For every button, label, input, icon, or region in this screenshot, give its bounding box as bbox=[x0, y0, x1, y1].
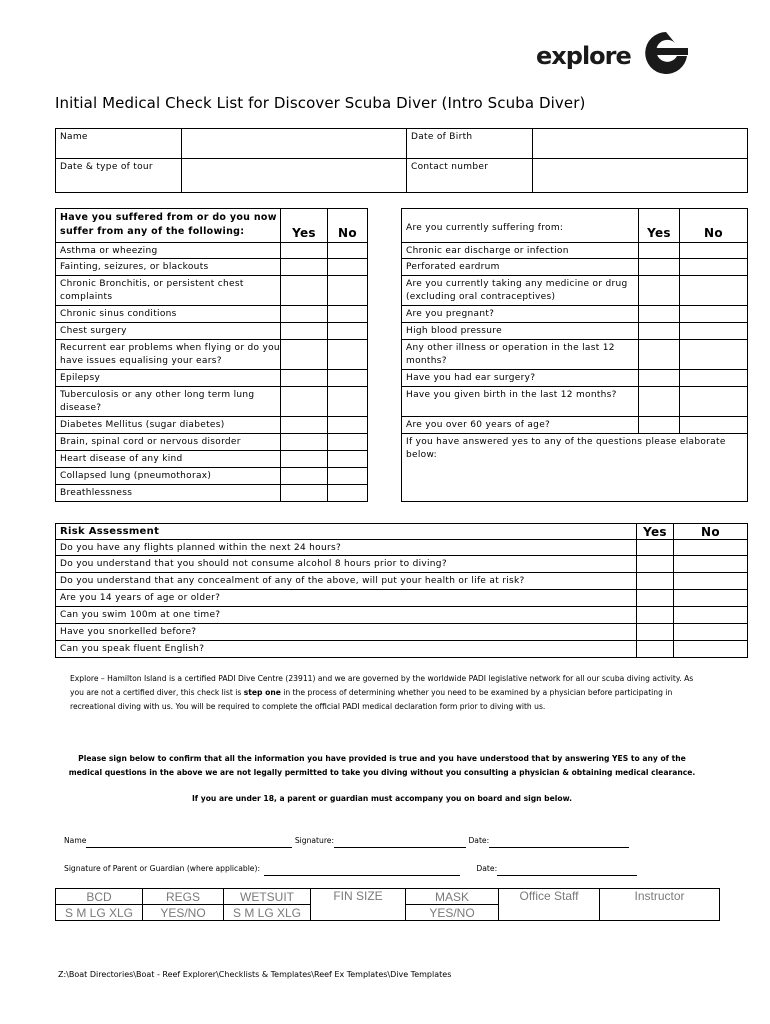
elaborate-field[interactable]: If you have answered yes to any of the questions please elaborate below: bbox=[402, 434, 748, 502]
instructor-label: Instructor bbox=[600, 889, 720, 921]
risk-assessment-table bbox=[55, 523, 748, 658]
question-text: Any other illness or operation in the last 12 months? bbox=[402, 340, 639, 370]
table-row bbox=[56, 573, 748, 590]
yes-checkbox[interactable] bbox=[639, 340, 680, 370]
no-checkbox[interactable] bbox=[674, 590, 748, 607]
medical-history-header: Have you suffered from or do you now suffer from any of the following: bbox=[56, 209, 281, 243]
wetsuit-sizes[interactable]: S M LG XLG bbox=[224, 905, 311, 921]
question-text: Diabetes Mellitus (sugar diabetes) bbox=[56, 417, 281, 434]
contact-label: Contact number bbox=[407, 159, 533, 193]
signature-row: Name Signature: Date: bbox=[64, 834, 684, 848]
gear-table bbox=[55, 888, 720, 921]
no-checkbox[interactable] bbox=[328, 276, 368, 306]
question-text: Do you have any flights planned within the next 24 hours? bbox=[56, 540, 637, 556]
bcd-sizes[interactable]: S M LG XLG bbox=[56, 905, 143, 921]
table-row bbox=[56, 243, 368, 259]
question-text: Tuberculosis or any other long term lung disease? bbox=[56, 387, 281, 417]
question-text: Chronic sinus conditions bbox=[56, 306, 281, 323]
table-row bbox=[402, 323, 748, 340]
yes-checkbox[interactable] bbox=[637, 624, 674, 641]
page-title: Initial Medical Check List for Discover Scuba Diver (Intro Scuba Diver) bbox=[55, 94, 586, 112]
yes-checkbox[interactable] bbox=[281, 276, 328, 306]
name-line[interactable] bbox=[86, 838, 292, 848]
tour-field[interactable] bbox=[182, 159, 407, 193]
table-row bbox=[56, 540, 748, 556]
mask-option[interactable]: YES/NO bbox=[406, 905, 499, 921]
table-row bbox=[402, 306, 748, 323]
yes-header: Yes bbox=[637, 524, 674, 540]
padi-info-paragraph: Explore – Hamilton Island is a certified PADI Dive Centre (23911) and we are governed by the worldwide PADI legislative network for all our scuba diving activity. As you are not a certified diver, this check list is step one in the process of determining whether you need to be examined by a physician before participating in recreational diving with us. You will be required to complete the official PADI medical declaration form prior to diving with us. bbox=[70, 674, 694, 711]
file-path-footer: Z:\Boat Directories\Boat - Reef Explorer\Checklists & Templates\Reef Ex Templates\Dive Templates bbox=[58, 970, 452, 979]
current-conditions-table bbox=[401, 208, 748, 502]
no-checkbox[interactable] bbox=[674, 573, 748, 590]
no-checkbox[interactable] bbox=[328, 370, 368, 387]
yes-checkbox[interactable] bbox=[281, 485, 328, 502]
date-line[interactable] bbox=[489, 838, 629, 848]
no-checkbox[interactable] bbox=[680, 370, 748, 387]
yes-checkbox[interactable] bbox=[281, 370, 328, 387]
regs-label: REGS bbox=[143, 889, 224, 905]
question-text: High blood pressure bbox=[402, 323, 639, 340]
question-text: Heart disease of any kind bbox=[56, 451, 281, 468]
yes-checkbox[interactable] bbox=[281, 306, 328, 323]
no-header: No bbox=[680, 209, 748, 243]
table-row bbox=[56, 556, 748, 573]
question-text: Breathlessness bbox=[56, 485, 281, 502]
table-row bbox=[56, 340, 368, 370]
table-row bbox=[56, 276, 368, 306]
table-row bbox=[402, 340, 748, 370]
table-row bbox=[56, 387, 368, 417]
table-row bbox=[56, 641, 748, 658]
name-label: Name bbox=[56, 129, 182, 159]
yes-checkbox[interactable] bbox=[281, 434, 328, 451]
no-checkbox[interactable] bbox=[328, 340, 368, 370]
table-row bbox=[402, 243, 748, 259]
question-text: Brain, spinal cord or nervous disorder bbox=[56, 434, 281, 451]
question-text: Do you understand that you should not consume alcohol 8 hours prior to diving? bbox=[56, 556, 637, 573]
no-checkbox[interactable] bbox=[328, 485, 368, 502]
fin-size-label: FIN SIZE bbox=[311, 889, 406, 921]
yes-checkbox[interactable] bbox=[281, 243, 328, 259]
table-row bbox=[56, 323, 368, 340]
yes-checkbox[interactable] bbox=[637, 573, 674, 590]
no-checkbox[interactable] bbox=[674, 624, 748, 641]
question-text: Can you swim 100m at one time? bbox=[56, 607, 637, 624]
no-checkbox[interactable] bbox=[328, 451, 368, 468]
yes-checkbox[interactable] bbox=[637, 607, 674, 624]
question-text: Do you understand that any concealment of any of the above, will put your health or life at risk? bbox=[56, 573, 637, 590]
regs-option[interactable]: YES/NO bbox=[143, 905, 224, 921]
table-row bbox=[402, 370, 748, 387]
yes-checkbox[interactable] bbox=[637, 540, 674, 556]
table-row bbox=[402, 387, 748, 417]
question-text: Collapsed lung (pneumothorax) bbox=[56, 468, 281, 485]
table-row bbox=[402, 259, 748, 276]
yes-checkbox[interactable] bbox=[639, 306, 680, 323]
no-checkbox[interactable] bbox=[328, 387, 368, 417]
question-text: Have you had ear surgery? bbox=[402, 370, 639, 387]
table-row bbox=[56, 590, 748, 607]
medical-history-table bbox=[55, 208, 368, 502]
question-text: Are you pregnant? bbox=[402, 306, 639, 323]
explore-e-logo-icon bbox=[642, 30, 690, 74]
bcd-label: BCD bbox=[56, 889, 143, 905]
elaborate-row bbox=[402, 434, 748, 502]
question-text: Epilepsy bbox=[56, 370, 281, 387]
guardian-date-line[interactable] bbox=[497, 866, 637, 876]
question-text: Fainting, seizures, or blackouts bbox=[56, 259, 281, 276]
yes-checkbox[interactable] bbox=[281, 340, 328, 370]
question-text: Recurrent ear problems when flying or do you have issues equalising your ears? bbox=[56, 340, 281, 370]
no-checkbox[interactable] bbox=[328, 306, 368, 323]
question-text: Are you currently taking any medicine or drug (excluding oral contraceptives) bbox=[402, 276, 639, 306]
question-text: Can you speak fluent English? bbox=[56, 641, 637, 658]
name-field[interactable] bbox=[182, 129, 407, 159]
no-checkbox[interactable] bbox=[328, 243, 368, 259]
guardian-row: Signature of Parent or Guardian (where applicable): Date: bbox=[64, 862, 684, 876]
yes-checkbox[interactable] bbox=[637, 590, 674, 607]
yes-header: Yes bbox=[639, 209, 680, 243]
dob-field[interactable] bbox=[533, 129, 748, 159]
guardian-signature-line[interactable] bbox=[264, 866, 460, 876]
no-checkbox[interactable] bbox=[680, 259, 748, 276]
question-text: Have you snorkelled before? bbox=[56, 624, 637, 641]
question-text: Chronic ear discharge or infection bbox=[402, 243, 639, 259]
table-row bbox=[56, 624, 748, 641]
table-row bbox=[56, 417, 368, 434]
yes-checkbox[interactable] bbox=[639, 370, 680, 387]
under-18-notice: If you are under 18, a parent or guardian must accompany you on board and sign below. bbox=[191, 794, 573, 803]
tour-label: Date & type of tour bbox=[56, 159, 182, 193]
no-checkbox[interactable] bbox=[674, 540, 748, 556]
yes-checkbox[interactable] bbox=[281, 468, 328, 485]
no-checkbox[interactable] bbox=[328, 259, 368, 276]
yes-checkbox[interactable] bbox=[639, 276, 680, 306]
question-text: Have you given birth in the last 12 months? bbox=[402, 387, 639, 417]
yes-checkbox[interactable] bbox=[639, 243, 680, 259]
table-row bbox=[402, 417, 748, 434]
yes-checkbox[interactable] bbox=[637, 641, 674, 658]
yes-checkbox[interactable] bbox=[637, 556, 674, 573]
no-checkbox[interactable] bbox=[680, 306, 748, 323]
wetsuit-label: WETSUIT bbox=[224, 889, 311, 905]
table-row bbox=[56, 485, 368, 502]
yes-checkbox[interactable] bbox=[639, 387, 680, 417]
yes-checkbox[interactable] bbox=[281, 451, 328, 468]
yes-checkbox[interactable] bbox=[639, 259, 680, 276]
table-row bbox=[56, 451, 368, 468]
yes-checkbox[interactable] bbox=[639, 417, 680, 434]
yes-header: Yes bbox=[281, 209, 328, 243]
no-checkbox[interactable] bbox=[680, 387, 748, 417]
no-checkbox[interactable] bbox=[680, 243, 748, 259]
office-staff-label: Office Staff bbox=[499, 889, 600, 921]
table-row bbox=[56, 434, 368, 451]
table-row bbox=[402, 276, 748, 306]
confirmation-statement: Please sign below to confirm that all the information you have provided is true and you have understood that by answering YES to any of the medical questions in the above we are not legally permitted to take you diving without you consulting a physician & obtaining medical clearance. bbox=[68, 754, 696, 777]
no-header: No bbox=[674, 524, 748, 540]
no-checkbox[interactable] bbox=[680, 340, 748, 370]
no-checkbox[interactable] bbox=[328, 323, 368, 340]
personal-info-table bbox=[55, 128, 748, 193]
risk-assessment-header: Risk Assessment bbox=[56, 524, 637, 540]
yes-checkbox[interactable] bbox=[281, 323, 328, 340]
logo-text: explore bbox=[536, 42, 631, 70]
no-checkbox[interactable] bbox=[680, 323, 748, 340]
yes-checkbox[interactable] bbox=[281, 259, 328, 276]
no-checkbox[interactable] bbox=[328, 417, 368, 434]
question-text: Chest surgery bbox=[56, 323, 281, 340]
question-text: Chronic Bronchitis, or persistent chest complaints bbox=[56, 276, 281, 306]
mask-label: MASK bbox=[406, 889, 499, 905]
yes-checkbox[interactable] bbox=[281, 387, 328, 417]
question-text: Are you 14 years of age or older? bbox=[56, 590, 637, 607]
question-text: Are you over 60 years of age? bbox=[402, 417, 639, 434]
yes-checkbox[interactable] bbox=[281, 417, 328, 434]
table-row bbox=[56, 468, 368, 485]
no-checkbox[interactable] bbox=[680, 276, 748, 306]
no-checkbox[interactable] bbox=[680, 417, 748, 434]
question-text: Perforated eardrum bbox=[402, 259, 639, 276]
table-row bbox=[56, 370, 368, 387]
current-conditions-header: Are you currently suffering from: bbox=[402, 209, 639, 243]
signature-line[interactable] bbox=[334, 838, 466, 848]
no-checkbox[interactable] bbox=[674, 556, 748, 573]
no-header: No bbox=[328, 209, 368, 243]
dob-label: Date of Birth bbox=[407, 129, 533, 159]
table-row bbox=[56, 306, 368, 323]
no-checkbox[interactable] bbox=[674, 607, 748, 624]
table-row bbox=[56, 607, 748, 624]
question-text: Asthma or wheezing bbox=[56, 243, 281, 259]
no-checkbox[interactable] bbox=[674, 641, 748, 658]
no-checkbox[interactable] bbox=[328, 434, 368, 451]
yes-checkbox[interactable] bbox=[639, 323, 680, 340]
contact-field[interactable] bbox=[533, 159, 748, 193]
no-checkbox[interactable] bbox=[328, 468, 368, 485]
table-row bbox=[56, 259, 368, 276]
